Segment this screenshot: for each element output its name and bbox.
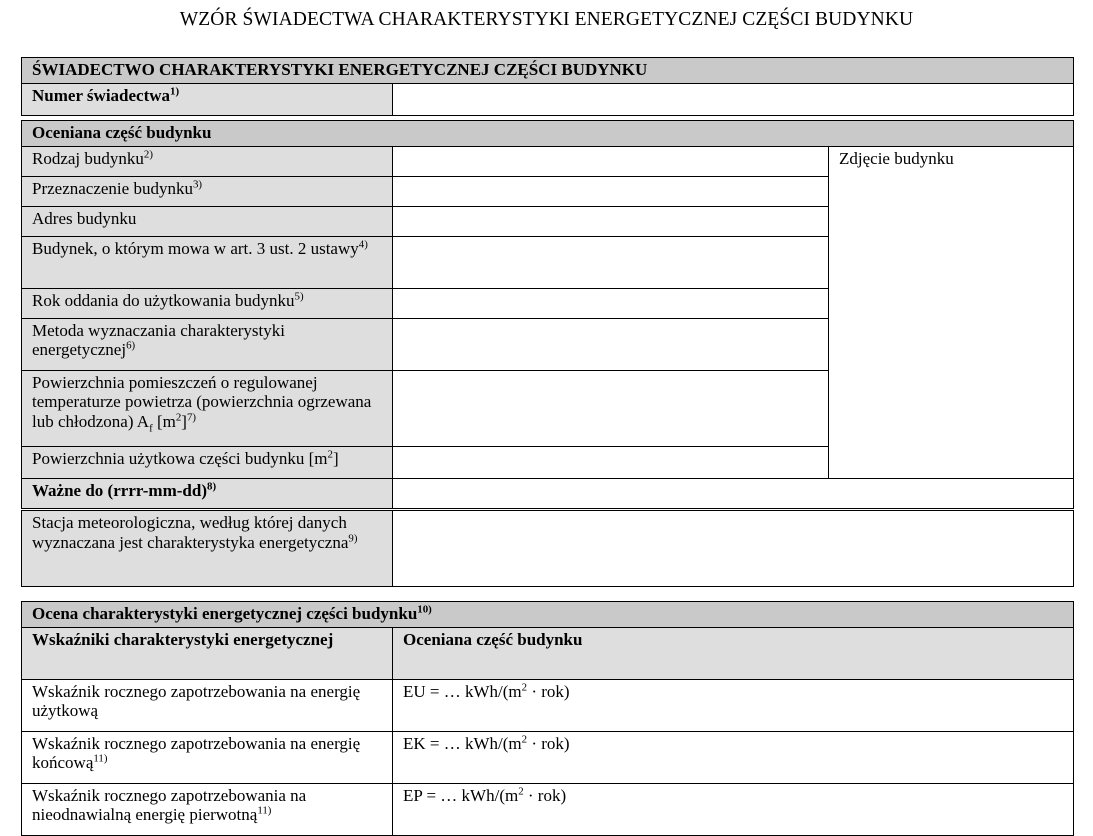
exponent-two: 2 xyxy=(521,681,528,694)
column-header-indicators: Wskaźniki charakterystyki energetycznej xyxy=(22,627,393,679)
certificate-number-value[interactable] xyxy=(393,83,1074,115)
footnote-marker: 11) xyxy=(93,752,108,765)
calculation-method-value[interactable] xyxy=(393,318,829,370)
table-row xyxy=(22,146,1074,176)
footnote-marker: 4) xyxy=(358,238,368,251)
table-row xyxy=(22,83,1074,115)
table-row xyxy=(22,679,1074,731)
rating-section-header-text: Ocena charakterystyki energetycznej części budynku xyxy=(32,604,418,623)
exponent-two: 2 xyxy=(175,411,182,424)
building-year-label-text: Rok oddania do użytkowania budynku xyxy=(32,290,295,310)
eu-value-prefix: EU = … kWh/(m xyxy=(403,681,522,701)
conditioned-area-label-text: Powierzchnia pomieszczeń o regulowanej temperaturze powietrza (powierzchnia ogrzewana lub chłodzona) A xyxy=(32,372,372,432)
station-section-table xyxy=(21,510,1074,587)
column-header-assessed: Oceniana część budynku xyxy=(393,627,1074,679)
eu-indicator-value[interactable] xyxy=(393,679,1074,731)
building-art3-label xyxy=(22,236,393,288)
calculation-method-label-text: Metoda wyznaczania charakterystyki energetycznej xyxy=(32,320,285,360)
table-row xyxy=(22,602,1074,628)
building-address-value[interactable] xyxy=(393,206,829,236)
rating-section-header xyxy=(22,602,1074,628)
page-title: WZÓR ŚWIADECTWA CHARAKTERYSTYKI ENERGETYCZNEJ CZĘŚCI BUDYNKU xyxy=(179,9,914,30)
footnote-marker: 3) xyxy=(192,178,203,191)
footnote-marker: 1) xyxy=(170,85,180,98)
ep-indicator-value[interactable] xyxy=(393,783,1074,835)
valid-until-label-text: Ważne do (rrrr-mm-dd) xyxy=(32,481,207,500)
eu-value-suffix: · rok) xyxy=(527,681,570,701)
eu-indicator-label xyxy=(22,679,393,731)
calculation-method-label xyxy=(22,318,393,370)
building-address-label-text: Adres budynku xyxy=(32,208,137,228)
usable-area-label-text: Powierzchnia użytkowa części budynku [m xyxy=(32,448,328,468)
validity-section-table xyxy=(21,478,1074,509)
ep-value-suffix: · rok) xyxy=(523,785,567,805)
conditioned-area-label xyxy=(22,370,393,446)
building-address-label xyxy=(22,206,393,236)
building-art3-value[interactable] xyxy=(393,236,829,288)
rating-section-table xyxy=(21,601,1074,836)
exponent-two: 2 xyxy=(521,733,528,746)
ek-indicator-label-text: Wskaźnik rocznego zapotrzebowania na energię końcową xyxy=(32,733,361,773)
certificate-section-header: ŚWIADECTWO CHARAKTERYSTYKI ENERGETYCZNEJ CZĘŚCI BUDYNKU xyxy=(22,58,1074,84)
subscript-f: f xyxy=(149,422,153,435)
footnote-marker: 5) xyxy=(294,290,304,303)
assessed-section-table xyxy=(21,120,1074,499)
building-art3-label-text: Budynek, o którym mowa w art. 3 ust. 2 ustawy xyxy=(32,238,359,258)
valid-until-value[interactable] xyxy=(393,479,1074,509)
ek-value-prefix: EK = … kWh/(m xyxy=(403,733,522,753)
ek-value-suffix: · rok) xyxy=(527,733,570,753)
exponent-two: 2 xyxy=(518,785,524,798)
table-row xyxy=(22,121,1074,147)
weather-station-label-text: Stacja meteorologiczna, według której danych wyznaczana jest charakterystyka energetyczna xyxy=(32,513,349,552)
table-row xyxy=(22,511,1074,587)
exponent-two: 2 xyxy=(327,448,333,461)
conditioned-area-value[interactable] xyxy=(393,370,829,446)
building-type-value[interactable] xyxy=(393,146,829,176)
footnote-marker: 6) xyxy=(126,339,136,352)
footnote-marker: 8) xyxy=(207,480,217,493)
building-purpose-label xyxy=(22,176,393,206)
table-row xyxy=(22,627,1074,679)
building-type-label-text: Rodzaj budynku xyxy=(32,148,144,168)
table-row xyxy=(22,479,1074,509)
assessed-section-header: Oceniana część budynku xyxy=(22,121,1074,147)
footnote-marker: 11) xyxy=(257,804,272,817)
building-purpose-label-text: Przeznaczenie budynku xyxy=(32,178,193,198)
unit-close: ] xyxy=(332,448,339,468)
footnote-marker: 10) xyxy=(417,603,432,616)
weather-station-value[interactable] xyxy=(393,511,1074,587)
footnote-marker: 2) xyxy=(143,148,153,161)
ek-indicator-label xyxy=(22,731,393,783)
building-photo-cell[interactable] xyxy=(829,146,1074,498)
building-year-value[interactable] xyxy=(393,288,829,318)
ek-indicator-value[interactable] xyxy=(393,731,1074,783)
building-year-label xyxy=(22,288,393,318)
building-purpose-value[interactable] xyxy=(393,176,829,206)
table-row xyxy=(22,58,1074,84)
ep-indicator-label-text: Wskaźnik rocznego zapotrzebowania na nieodnawialną energię pierwotną xyxy=(32,785,307,825)
table-row xyxy=(22,731,1074,783)
certificate-number-label xyxy=(22,83,393,115)
table-row xyxy=(22,783,1074,835)
building-type-label xyxy=(22,146,393,176)
eu-indicator-label-text: Wskaźnik rocznego zapotrzebowania na energię użytkową xyxy=(32,681,361,721)
certificate-section-table xyxy=(21,57,1074,116)
unit-close: ] xyxy=(181,412,187,432)
footnote-marker: 9) xyxy=(348,532,358,545)
valid-until-label xyxy=(22,479,393,509)
unit-open: [m xyxy=(152,412,176,432)
ep-value-prefix: EP = … kWh/(m xyxy=(403,785,519,805)
ep-indicator-label xyxy=(22,783,393,835)
footnote-marker: 7) xyxy=(186,411,197,424)
building-photo-label: Zdjęcie budynku xyxy=(839,148,954,168)
weather-station-label xyxy=(22,511,393,587)
certificate-number-label-text: Numer świadectwa xyxy=(32,85,171,105)
